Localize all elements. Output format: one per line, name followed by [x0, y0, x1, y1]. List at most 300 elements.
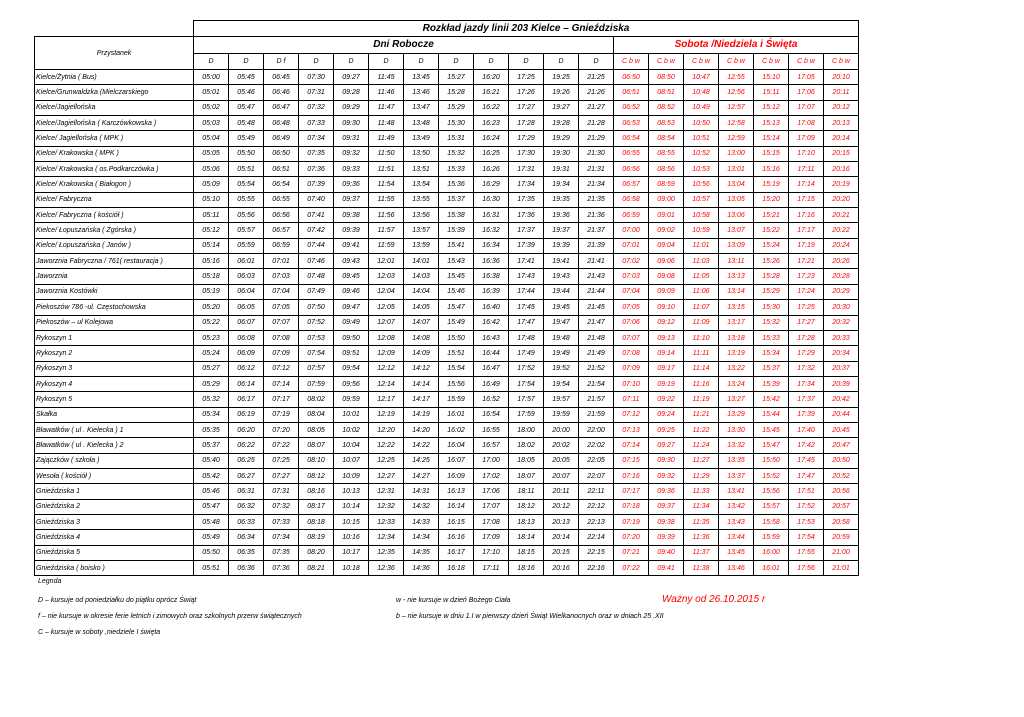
weekend-time: 09:12 [649, 315, 684, 330]
weekend-time: 06:53 [614, 116, 649, 131]
weekday-time: 07:46 [299, 254, 334, 269]
weekend-time: 13:06 [719, 208, 754, 223]
weekday-time: 17:37 [509, 223, 544, 238]
weekday-code: D [474, 54, 509, 70]
weekend-time: 07:08 [614, 346, 649, 361]
weekend-time: 21:01 [824, 561, 859, 576]
weekend-time: 17:53 [789, 514, 824, 529]
weekend-time: 20:19 [824, 177, 859, 192]
weekday-time: 17:49 [509, 346, 544, 361]
weekday-time: 17:39 [509, 238, 544, 253]
weekday-time: 07:36 [264, 561, 299, 576]
weekday-time: 16:26 [474, 162, 509, 177]
weekend-time: 17:24 [789, 284, 824, 299]
weekday-time: 21:59 [579, 407, 614, 422]
stop-name: Rykoszyn 3 [35, 361, 194, 376]
weekend-time: 15:15 [754, 146, 789, 161]
table-row [35, 70, 859, 85]
weekday-time: 19:30 [544, 146, 579, 161]
weekday-time: 07:08 [264, 330, 299, 345]
weekday-time: 09:38 [334, 208, 369, 223]
weekend-time: 06:51 [614, 85, 649, 100]
weekend-time: 17:39 [789, 407, 824, 422]
table-row [35, 376, 859, 391]
weekend-time: 07:03 [614, 269, 649, 284]
weekend-time: 06:54 [614, 131, 649, 146]
weekend-time: 11:06 [684, 284, 719, 299]
table-row [35, 116, 859, 131]
weekday-time: 05:11 [194, 208, 229, 223]
weekend-time: 09:10 [649, 300, 684, 315]
weekday-time: 21:27 [579, 100, 614, 115]
weekday-time: 05:05 [194, 146, 229, 161]
weekend-time: 20:28 [824, 269, 859, 284]
weekday-time: 22:15 [579, 545, 614, 560]
weekday-time: 15:37 [439, 192, 474, 207]
weekend-code: C b w [614, 54, 649, 70]
weekend-time: 08:54 [649, 131, 684, 146]
weekend-time: 11:38 [684, 561, 719, 576]
weekday-time: 21:45 [579, 300, 614, 315]
weekday-time: 11:54 [369, 177, 404, 192]
weekday-time: 12:08 [369, 330, 404, 345]
weekday-time: 11:57 [369, 223, 404, 238]
weekday-time: 05:50 [229, 146, 264, 161]
weekend-time: 13:43 [719, 514, 754, 529]
weekday-time: 14:19 [404, 407, 439, 422]
legend-title: Legnda [38, 578, 62, 585]
weekday-time: 12:07 [369, 315, 404, 330]
weekday-time: 15:28 [439, 85, 474, 100]
weekday-time: 15:49 [439, 315, 474, 330]
weekend-time: 09:25 [649, 422, 684, 437]
weekend-time: 13:18 [719, 330, 754, 345]
weekend-time: 20:29 [824, 284, 859, 299]
weekday-time: 19:34 [544, 177, 579, 192]
weekday-time: 10:07 [334, 453, 369, 468]
table-row [35, 422, 859, 437]
weekday-time: 13:46 [404, 85, 439, 100]
weekday-time: 21:34 [579, 177, 614, 192]
weekday-time: 15:46 [439, 284, 474, 299]
weekday-time: 22:16 [579, 561, 614, 576]
weekday-time: 13:56 [404, 208, 439, 223]
weekday-time: 15:56 [439, 376, 474, 391]
weekday-time: 16:07 [439, 453, 474, 468]
weekday-time: 17:07 [474, 499, 509, 514]
weekend-time: 13:14 [719, 284, 754, 299]
stop-name: Jaworznia Kostówki [35, 284, 194, 299]
weekend-time: 17:34 [789, 376, 824, 391]
weekday-time: 18:11 [509, 484, 544, 499]
weekday-time: 06:25 [229, 453, 264, 468]
stop-name: Kielce/ Jagiellońska ( MPK ) [35, 131, 194, 146]
weekend-time: 17:29 [789, 346, 824, 361]
weekend-time: 15:12 [754, 100, 789, 115]
weekday-time: 07:48 [299, 269, 334, 284]
weekday-code: D [369, 54, 404, 70]
weekend-time: 12:57 [719, 100, 754, 115]
weekday-time: 17:45 [509, 300, 544, 315]
weekday-time: 15:27 [439, 70, 474, 85]
weekday-time: 05:45 [229, 70, 264, 85]
weekend-time: 15:16 [754, 162, 789, 177]
weekday-time: 15:30 [439, 116, 474, 131]
weekday-time: 19:25 [544, 70, 579, 85]
weekend-time: 07:01 [614, 238, 649, 253]
table-row [35, 223, 859, 238]
weekday-time: 16:55 [474, 422, 509, 437]
weekday-time: 13:47 [404, 100, 439, 115]
weekday-time: 07:27 [264, 468, 299, 483]
weekend-time: 17:42 [789, 438, 824, 453]
weekday-time: 10:01 [334, 407, 369, 422]
weekend-time: 15:45 [754, 422, 789, 437]
table-row [35, 453, 859, 468]
weekday-time: 18:02 [509, 438, 544, 453]
stop-name: Gnieździska 5 [35, 545, 194, 560]
weekday-time: 06:33 [229, 514, 264, 529]
weekday-time: 16:01 [439, 407, 474, 422]
weekday-time: 18:15 [509, 545, 544, 560]
weekday-time: 21:47 [579, 315, 614, 330]
weekday-time: 21:36 [579, 208, 614, 223]
weekday-time: 16:44 [474, 346, 509, 361]
weekday-time: 17:35 [509, 192, 544, 207]
weekday-time: 12:05 [369, 300, 404, 315]
weekday-time: 16:24 [474, 131, 509, 146]
stop-name: Jaworznia [35, 269, 194, 284]
weekday-time: 16:21 [474, 85, 509, 100]
weekday-time: 22:12 [579, 499, 614, 514]
weekend-time: 13:09 [719, 238, 754, 253]
weekend-time: 20:22 [824, 223, 859, 238]
stop-name: Bławatków ( ul . Kielecka ) 1 [35, 422, 194, 437]
weekday-time: 15:43 [439, 254, 474, 269]
weekend-time: 07:18 [614, 499, 649, 514]
weekday-time: 06:08 [229, 330, 264, 345]
legend-w: w - nie kursuje w dzień Bożego Ciała [396, 597, 511, 604]
weekday-time: 18:05 [509, 453, 544, 468]
weekend-time: 11:35 [684, 514, 719, 529]
weekend-time: 15:21 [754, 208, 789, 223]
weekday-time: 16:15 [439, 514, 474, 529]
weekend-time: 08:51 [649, 85, 684, 100]
weekday-time: 14:12 [404, 361, 439, 376]
weekday-time: 21:44 [579, 284, 614, 299]
weekend-time: 09:02 [649, 223, 684, 238]
weekday-time: 05:49 [194, 530, 229, 545]
weekend-time: 09:24 [649, 407, 684, 422]
weekend-time: 11:19 [684, 392, 719, 407]
weekend-time: 15:19 [754, 177, 789, 192]
weekday-time: 07:50 [299, 300, 334, 315]
weekend-time: 09:39 [649, 530, 684, 545]
weekday-time: 15:38 [439, 208, 474, 223]
weekend-time: 20:32 [824, 315, 859, 330]
weekend-time: 17:32 [789, 361, 824, 376]
table-row [35, 131, 859, 146]
weekend-time: 11:05 [684, 269, 719, 284]
weekday-time: 10:04 [334, 438, 369, 453]
weekend-time: 15:56 [754, 484, 789, 499]
stop-name: Gnieździska 4 [35, 530, 194, 545]
weekend-time: 07:12 [614, 407, 649, 422]
weekday-time: 07:14 [264, 376, 299, 391]
weekend-time: 13:01 [719, 162, 754, 177]
weekday-time: 17:29 [509, 131, 544, 146]
stop-name: Rykoszyn 4 [35, 376, 194, 391]
weekend-time: 13:07 [719, 223, 754, 238]
weekend-time: 09:04 [649, 238, 684, 253]
weekday-code: D [299, 54, 334, 70]
weekend-time: 13:32 [719, 438, 754, 453]
weekend-time: 13:24 [719, 376, 754, 391]
weekday-time: 15:45 [439, 269, 474, 284]
weekday-time: 15:50 [439, 330, 474, 345]
weekend-time: 07:10 [614, 376, 649, 391]
weekday-time: 12:03 [369, 269, 404, 284]
weekday-time: 12:32 [369, 499, 404, 514]
weekday-time: 22:02 [579, 438, 614, 453]
weekend-time: 20:33 [824, 330, 859, 345]
weekend-time: 17:28 [789, 330, 824, 345]
weekday-time: 22:07 [579, 468, 614, 483]
weekend-time: 20:15 [824, 146, 859, 161]
weekday-time: 19:48 [544, 330, 579, 345]
weekday-time: 19:41 [544, 254, 579, 269]
weekday-time: 19:54 [544, 376, 579, 391]
weekday-time: 09:50 [334, 330, 369, 345]
table-row [35, 438, 859, 453]
weekday-time: 21:43 [579, 269, 614, 284]
weekday-time: 09:49 [334, 315, 369, 330]
weekday-time: 06:31 [229, 484, 264, 499]
weekday-time: 05:34 [194, 407, 229, 422]
weekend-header: Sobota /Niedziela i Święta [614, 37, 859, 54]
weekend-time: 06:58 [614, 192, 649, 207]
weekday-time: 05:06 [194, 162, 229, 177]
weekday-time: 21:39 [579, 238, 614, 253]
stop-name: Kielce/Jagiellońska ( Karczówkowska ) [35, 116, 194, 131]
weekday-time: 21:29 [579, 131, 614, 146]
weekday-time: 14:34 [404, 530, 439, 545]
legend-f: f – nie kursuje w okresie ferie letnich i zimowych oraz szkolnych przerw świątecznych [38, 613, 302, 620]
weekday-time: 05:46 [194, 484, 229, 499]
weekday-time: 07:22 [264, 438, 299, 453]
weekend-time: 20:50 [824, 453, 859, 468]
weekday-time: 05:37 [194, 438, 229, 453]
weekday-time: 19:57 [544, 392, 579, 407]
weekday-time: 08:18 [299, 514, 334, 529]
weekday-time: 10:13 [334, 484, 369, 499]
weekday-time: 16:02 [439, 422, 474, 437]
weekend-time: 12:58 [719, 116, 754, 131]
weekday-code: D [579, 54, 614, 70]
weekend-time: 09:13 [649, 330, 684, 345]
weekday-time: 18:13 [509, 514, 544, 529]
weekday-time: 14:22 [404, 438, 439, 453]
weekday-time: 16:40 [474, 300, 509, 315]
weekday-time: 17:31 [509, 162, 544, 177]
weekend-time: 20:20 [824, 192, 859, 207]
weekend-time: 21:00 [824, 545, 859, 560]
weekday-time: 06:45 [264, 70, 299, 85]
weekday-time: 19:44 [544, 284, 579, 299]
weekend-time: 07:02 [614, 254, 649, 269]
weekend-code: C b w [684, 54, 719, 70]
weekday-time: 10:17 [334, 545, 369, 560]
weekend-time: 10:48 [684, 85, 719, 100]
weekday-time: 13:57 [404, 223, 439, 238]
weekday-time: 11:56 [369, 208, 404, 223]
weekday-time: 21:52 [579, 361, 614, 376]
table-row [35, 269, 859, 284]
weekend-time: 13:44 [719, 530, 754, 545]
weekday-time: 18:14 [509, 530, 544, 545]
weekday-time: 06:57 [264, 223, 299, 238]
weekday-time: 09:36 [334, 177, 369, 192]
weekend-time: 17:54 [789, 530, 824, 545]
weekday-time: 17:25 [509, 70, 544, 85]
weekend-time: 06:50 [614, 70, 649, 85]
weekday-time: 07:32 [264, 499, 299, 514]
weekday-time: 05:16 [194, 254, 229, 269]
weekend-time: 09:27 [649, 438, 684, 453]
weekend-time: 15:10 [754, 70, 789, 85]
weekday-time: 05:55 [229, 192, 264, 207]
weekday-time: 05:57 [229, 223, 264, 238]
weekday-time: 16:17 [439, 545, 474, 560]
weekday-time: 17:43 [509, 269, 544, 284]
weekday-time: 05:50 [194, 545, 229, 560]
weekday-time: 16:47 [474, 361, 509, 376]
weekday-time: 08:20 [299, 545, 334, 560]
weekend-time: 15:39 [754, 376, 789, 391]
weekend-time: 17:08 [789, 116, 824, 131]
weekday-time: 05:46 [229, 85, 264, 100]
weekend-time: 10:52 [684, 146, 719, 161]
weekend-time: 15:52 [754, 468, 789, 483]
weekday-time: 13:45 [404, 70, 439, 85]
weekday-time: 06:55 [264, 192, 299, 207]
weekend-time: 09:32 [649, 468, 684, 483]
weekend-time: 11:33 [684, 484, 719, 499]
weekday-time: 16:52 [474, 392, 509, 407]
weekday-time: 07:54 [299, 346, 334, 361]
weekday-time: 07:35 [264, 545, 299, 560]
weekday-time: 07:49 [299, 284, 334, 299]
table-row [35, 85, 859, 100]
weekend-time: 07:19 [614, 514, 649, 529]
weekday-time: 17:30 [509, 146, 544, 161]
weekday-time: 05:27 [194, 361, 229, 376]
weekend-time: 15:57 [754, 499, 789, 514]
weekend-time: 06:57 [614, 177, 649, 192]
weekend-time: 07:20 [614, 530, 649, 545]
weekend-time: 12:59 [719, 131, 754, 146]
weekend-time: 13:19 [719, 346, 754, 361]
weekday-time: 12:27 [369, 468, 404, 483]
weekend-time: 17:21 [789, 254, 824, 269]
table-row [35, 392, 859, 407]
weekday-time: 19:43 [544, 269, 579, 284]
weekend-time: 06:59 [614, 208, 649, 223]
weekday-time: 13:54 [404, 177, 439, 192]
weekend-code: C b w [649, 54, 684, 70]
weekday-time: 07:03 [264, 269, 299, 284]
weekend-time: 17:52 [789, 499, 824, 514]
weekday-time: 19:31 [544, 162, 579, 177]
weekday-time: 21:41 [579, 254, 614, 269]
weekend-time: 10:53 [684, 162, 719, 177]
weekend-time: 06:55 [614, 146, 649, 161]
weekday-time: 09:45 [334, 269, 369, 284]
weekday-time: 05:24 [194, 346, 229, 361]
weekday-time: 14:25 [404, 453, 439, 468]
weekday-time: 06:14 [229, 376, 264, 391]
weekday-time: 16:16 [439, 530, 474, 545]
weekday-time: 17:00 [474, 453, 509, 468]
weekday-time: 07:42 [299, 223, 334, 238]
weekday-time: 06:46 [264, 85, 299, 100]
weekend-time: 10:51 [684, 131, 719, 146]
weekday-time: 11:50 [369, 146, 404, 161]
weekday-time: 12:01 [369, 254, 404, 269]
weekday-time: 19:52 [544, 361, 579, 376]
weekend-time: 10:57 [684, 192, 719, 207]
timetable-title: Rozkład jazdy linii 203 Kielce – Gnieździska [194, 21, 859, 37]
stop-name: Jaworznia Fabryczna / 761( restauracja ) [35, 254, 194, 269]
weekday-time: 07:09 [264, 346, 299, 361]
weekday-time: 07:36 [299, 162, 334, 177]
weekday-time: 13:59 [404, 238, 439, 253]
weekday-time: 05:09 [194, 177, 229, 192]
stop-name: Piekoszów 786 -ul. Częstochowska [35, 300, 194, 315]
weekday-time: 16:20 [474, 70, 509, 85]
weekend-time: 15:33 [754, 330, 789, 345]
weekday-time: 17:44 [509, 284, 544, 299]
weekday-time: 14:36 [404, 561, 439, 576]
table-row [35, 468, 859, 483]
weekend-time: 15:44 [754, 407, 789, 422]
table-row [35, 208, 859, 223]
weekday-time: 06:59 [264, 238, 299, 253]
weekday-time: 06:01 [229, 254, 264, 269]
weekday-time: 16:32 [474, 223, 509, 238]
weekday-time: 14:27 [404, 468, 439, 483]
weekday-time: 05:23 [194, 330, 229, 345]
valid-from: Ważny od 26.10.2015 r [662, 594, 766, 605]
weekend-time: 20:47 [824, 438, 859, 453]
weekday-time: 14:32 [404, 499, 439, 514]
weekday-time: 17:08 [474, 514, 509, 529]
weekday-time: 14:09 [404, 346, 439, 361]
weekend-time: 16:00 [754, 545, 789, 560]
weekend-time: 13:46 [719, 561, 754, 576]
weekday-time: 12:33 [369, 514, 404, 529]
weekday-time: 08:17 [299, 499, 334, 514]
weekday-time: 15:29 [439, 100, 474, 115]
weekend-time: 12:55 [719, 70, 754, 85]
weekday-time: 13:50 [404, 146, 439, 161]
weekend-time: 11:29 [684, 468, 719, 483]
table-row [35, 177, 859, 192]
weekend-time: 20:30 [824, 300, 859, 315]
weekend-time: 13:15 [719, 300, 754, 315]
weekday-time: 17:06 [474, 484, 509, 499]
table-row [35, 254, 859, 269]
